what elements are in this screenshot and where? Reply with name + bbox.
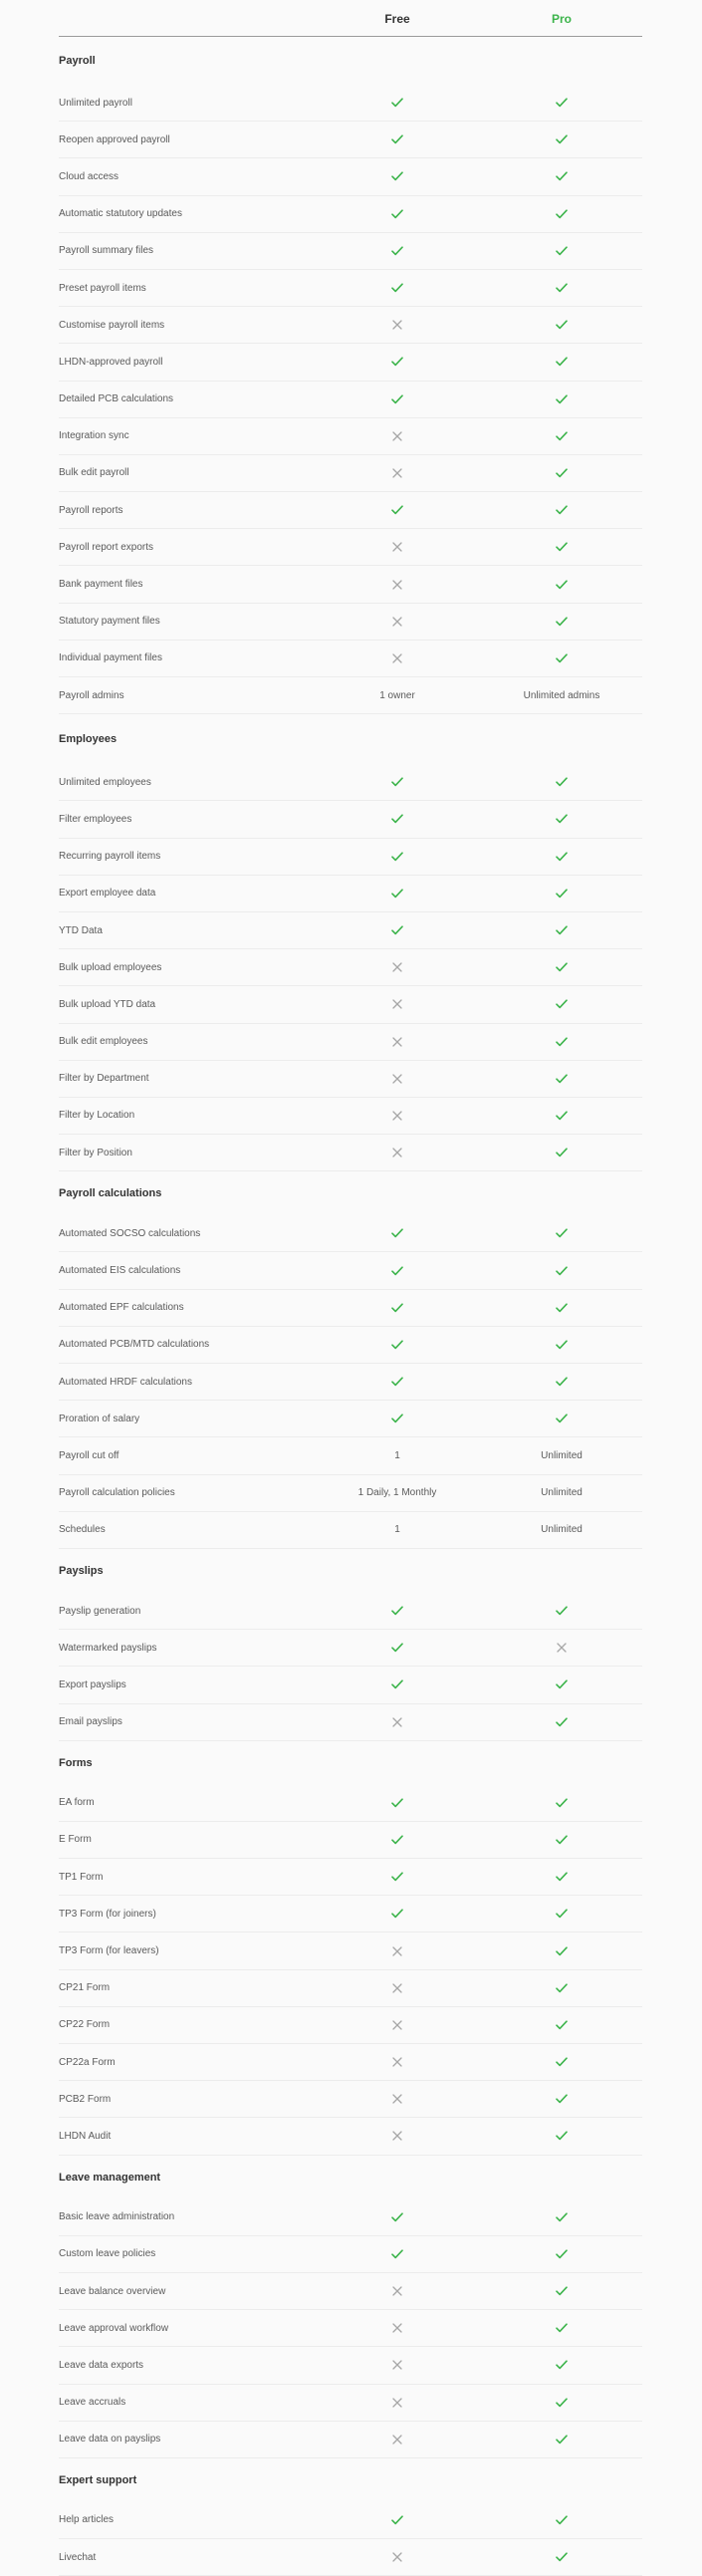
check-icon <box>556 2020 568 2030</box>
feature-label: LHDN Audit <box>59 2130 112 2142</box>
check-icon <box>556 617 568 627</box>
feature-label: Email payslips <box>59 1716 122 1728</box>
feature-label: Automated PCB/MTD calculations <box>59 1339 210 1351</box>
check-icon <box>556 1717 568 1727</box>
feature-label: EA form <box>59 1797 95 1809</box>
table-row <box>59 85 642 122</box>
check-icon <box>556 357 568 367</box>
table-row <box>59 1252 642 1289</box>
check-icon <box>556 852 568 862</box>
feature-label: Automated SOCSO calculations <box>59 1227 201 1239</box>
column-header-pro: Pro <box>551 12 573 26</box>
check-icon <box>556 1111 568 1121</box>
feature-label: TP1 Form <box>59 1871 104 1883</box>
check-icon <box>391 209 403 219</box>
check-icon <box>556 246 568 256</box>
feature-label: Integration sync <box>59 430 129 442</box>
cross-icon <box>392 580 402 590</box>
check-icon <box>556 209 568 219</box>
check-icon <box>556 98 568 108</box>
cross-icon <box>392 320 402 330</box>
feature-label: Statutory payment files <box>59 616 160 628</box>
cross-icon <box>392 542 402 552</box>
check-icon <box>556 1074 568 1084</box>
feature-label: Bulk upload YTD data <box>59 998 156 1010</box>
feature-label: Export employee data <box>59 888 156 900</box>
table-row <box>59 2273 642 2310</box>
table-row <box>59 1822 642 1859</box>
cross-icon <box>392 2435 402 2445</box>
check-icon <box>556 2249 568 2259</box>
cross-icon <box>392 2057 402 2067</box>
feature-label: Automated HRDF calculations <box>59 1376 192 1388</box>
free-value: 1 Daily, 1 Monthly <box>357 1487 437 1499</box>
table-row <box>59 1437 642 1474</box>
check-icon <box>556 1983 568 1993</box>
check-icon <box>391 925 403 935</box>
check-icon <box>556 1798 568 1808</box>
table-row <box>59 764 642 801</box>
feature-label: Filter by Location <box>59 1110 135 1122</box>
feature-label: Help articles <box>59 2514 115 2526</box>
cross-icon <box>557 1643 567 1653</box>
feature-label: Livechat <box>59 2551 97 2563</box>
check-icon <box>556 283 568 293</box>
cross-icon <box>392 2398 402 2408</box>
feature-label: Leave balance overview <box>59 2285 166 2297</box>
feature-label: Payroll report exports <box>59 541 154 553</box>
check-icon <box>556 1835 568 1845</box>
check-icon <box>556 962 568 972</box>
check-icon <box>556 2286 568 2296</box>
check-icon <box>556 1606 568 1616</box>
feature-label: Custom leave policies <box>59 2248 156 2260</box>
table-row <box>59 566 642 603</box>
feature-label: Payslip generation <box>59 1605 141 1617</box>
table-row <box>59 1135 642 1171</box>
table-row <box>59 1215 642 1252</box>
cross-icon <box>392 1037 402 1047</box>
table-row <box>59 344 642 381</box>
check-icon <box>556 889 568 899</box>
cross-icon <box>392 1148 402 1158</box>
check-icon <box>556 1414 568 1423</box>
cross-icon <box>392 1111 402 1121</box>
table-row <box>59 876 642 912</box>
check-icon <box>556 653 568 663</box>
table-row <box>59 2081 642 2118</box>
table-row <box>59 1593 642 1630</box>
cross-icon <box>392 1074 402 1084</box>
table-row <box>59 270 642 307</box>
check-icon <box>556 2131 568 2141</box>
cross-icon <box>392 2286 402 2296</box>
check-icon <box>556 1946 568 1956</box>
cross-icon <box>392 2020 402 2030</box>
table-row <box>59 122 642 158</box>
check-icon <box>391 2249 403 2259</box>
table-row <box>59 839 642 876</box>
check-icon <box>391 134 403 144</box>
check-icon <box>391 1909 403 1919</box>
table-row <box>59 1785 642 1822</box>
table-row <box>59 1667 642 1703</box>
table-row <box>59 1970 642 2007</box>
check-icon <box>391 1228 403 1238</box>
check-icon <box>556 2212 568 2222</box>
table-row <box>59 233 642 270</box>
table-row <box>59 1401 642 1437</box>
table-row <box>59 949 642 986</box>
check-icon <box>556 1037 568 1047</box>
check-icon <box>556 171 568 181</box>
table-row <box>59 604 642 641</box>
cross-icon <box>392 1983 402 1993</box>
check-icon <box>391 357 403 367</box>
feature-label: Payroll calculation policies <box>59 1487 175 1499</box>
table-row <box>59 196 642 233</box>
pro-value: Unlimited admins <box>523 689 600 701</box>
check-icon <box>556 542 568 552</box>
table-row <box>59 2199 642 2236</box>
feature-label: Detailed PCB calculations <box>59 393 174 405</box>
check-icon <box>391 1303 403 1313</box>
feature-label: Schedules <box>59 1524 106 1536</box>
section-title: Payroll calculations <box>59 1187 162 1200</box>
table-row <box>59 1704 642 1741</box>
check-icon <box>391 2515 403 2525</box>
cross-icon <box>392 653 402 663</box>
check-icon <box>391 394 403 404</box>
feature-label: Export payslips <box>59 1678 126 1690</box>
comparison-table <box>59 0 642 2576</box>
free-value: 1 <box>394 1524 400 1536</box>
check-icon <box>556 505 568 515</box>
check-icon <box>391 283 403 293</box>
table-row <box>59 912 642 949</box>
cross-icon <box>392 617 402 627</box>
check-icon <box>391 1798 403 1808</box>
check-icon <box>556 1679 568 1689</box>
check-icon <box>556 2552 568 2562</box>
check-icon <box>556 2094 568 2104</box>
table-row <box>59 1932 642 1969</box>
check-icon <box>556 320 568 330</box>
feature-label: Unlimited employees <box>59 776 151 788</box>
table-row <box>59 158 642 195</box>
check-icon <box>556 1303 568 1313</box>
check-icon <box>556 134 568 144</box>
check-icon <box>391 98 403 108</box>
check-icon <box>556 999 568 1009</box>
table-row <box>59 2539 642 2576</box>
feature-label: Reopen approved payroll <box>59 133 170 145</box>
table-row <box>59 1061 642 1098</box>
feature-label: Customise payroll items <box>59 319 165 331</box>
check-icon <box>391 1606 403 1616</box>
feature-label: Bank payment files <box>59 579 143 591</box>
feature-label: Payroll reports <box>59 504 123 516</box>
pro-value: Unlimited <box>541 1487 583 1499</box>
table-row <box>59 307 642 344</box>
table-row <box>59 2422 642 2458</box>
feature-label: Automated EIS calculations <box>59 1265 181 1277</box>
feature-label: Leave data exports <box>59 2359 144 2371</box>
table-row <box>59 801 642 838</box>
check-icon <box>391 1679 403 1689</box>
table-row <box>59 1290 642 1327</box>
feature-label: Filter employees <box>59 813 132 825</box>
check-icon <box>391 505 403 515</box>
check-icon <box>391 852 403 862</box>
feature-label: Payroll admins <box>59 689 124 701</box>
check-icon <box>391 1835 403 1845</box>
feature-label: LHDN-approved payroll <box>59 356 163 368</box>
check-icon <box>556 1148 568 1158</box>
feature-label: Unlimited payroll <box>59 97 132 109</box>
table-row <box>59 677 642 714</box>
check-icon <box>556 394 568 404</box>
check-icon <box>556 2435 568 2445</box>
cross-icon <box>392 1946 402 1956</box>
check-icon <box>391 1872 403 1882</box>
check-icon <box>556 2515 568 2525</box>
cross-icon <box>392 2131 402 2141</box>
cross-icon <box>392 2360 402 2370</box>
check-icon <box>391 246 403 256</box>
table-row <box>59 2385 642 2422</box>
table-row <box>59 1475 642 1512</box>
feature-label: Payroll summary files <box>59 245 154 257</box>
cross-icon <box>392 2094 402 2104</box>
cross-icon <box>392 431 402 441</box>
table-row <box>59 455 642 492</box>
table-row <box>59 2007 642 2044</box>
table-row <box>59 1327 642 1364</box>
section-title: Payslips <box>59 1564 104 1577</box>
feature-label: Leave accruals <box>59 2397 126 2409</box>
check-icon <box>556 2360 568 2370</box>
table-row <box>59 1364 642 1401</box>
check-icon <box>556 814 568 824</box>
feature-label: Automatic statutory updates <box>59 208 182 220</box>
check-icon <box>556 2057 568 2067</box>
check-icon <box>391 2212 403 2222</box>
check-icon <box>391 171 403 181</box>
feature-label: YTD Data <box>59 924 103 936</box>
cross-icon <box>392 1717 402 1727</box>
feature-label: Watermarked payslips <box>59 1642 157 1654</box>
feature-label: CP21 Form <box>59 1982 111 1994</box>
feature-label: Filter by Department <box>59 1073 149 1085</box>
table-row <box>59 2347 642 2384</box>
table-row <box>59 382 642 418</box>
free-value: 1 <box>394 1449 400 1461</box>
feature-label: Bulk edit employees <box>59 1036 148 1048</box>
feature-label: TP3 Form (for joiners) <box>59 1908 156 1920</box>
table-row <box>59 2236 642 2273</box>
check-icon <box>556 580 568 590</box>
table-row <box>59 986 642 1023</box>
section-title: Forms <box>59 1756 93 1769</box>
feature-label: Basic leave administration <box>59 2211 175 2223</box>
cross-icon <box>392 962 402 972</box>
table-row <box>59 1024 642 1061</box>
feature-label: Automated EPF calculations <box>59 1302 184 1314</box>
table-row <box>59 2118 642 2155</box>
check-icon <box>556 431 568 441</box>
comparison-sections <box>59 37 642 2576</box>
feature-label: Payroll cut off <box>59 1449 119 1461</box>
cross-icon <box>392 999 402 1009</box>
free-value: 1 owner <box>379 689 415 701</box>
feature-label: E Form <box>59 1834 92 1846</box>
table-row <box>59 529 642 566</box>
check-icon <box>556 1909 568 1919</box>
feature-label: Bulk upload employees <box>59 961 162 973</box>
table-row <box>59 641 642 677</box>
check-icon <box>556 1228 568 1238</box>
check-icon <box>556 468 568 478</box>
feature-label: Recurring payroll items <box>59 851 161 863</box>
check-icon <box>556 2323 568 2333</box>
feature-label: CP22a Form <box>59 2056 116 2068</box>
check-icon <box>391 1340 403 1350</box>
feature-label: Cloud access <box>59 170 119 182</box>
check-icon <box>556 2398 568 2408</box>
column-header-free: Free <box>384 12 410 26</box>
section-title: Leave management <box>59 2171 161 2184</box>
check-icon <box>391 1643 403 1653</box>
check-icon <box>556 1872 568 1882</box>
feature-label: CP22 Form <box>59 2019 111 2031</box>
feature-label: TP3 Form (for leavers) <box>59 1945 159 1957</box>
table-row <box>59 1896 642 1932</box>
table-row <box>59 2310 642 2347</box>
cross-icon <box>392 2323 402 2333</box>
table-row <box>59 1512 642 1549</box>
feature-label: Leave approval workflow <box>59 2322 169 2334</box>
feature-label: Filter by Position <box>59 1147 132 1159</box>
check-icon <box>556 1266 568 1276</box>
section-title: Expert support <box>59 2473 137 2486</box>
table-row <box>59 1630 642 1667</box>
check-icon <box>556 925 568 935</box>
check-icon <box>391 777 403 787</box>
feature-label: Proration of salary <box>59 1413 140 1424</box>
check-icon <box>556 1340 568 1350</box>
table-row <box>59 492 642 529</box>
check-icon <box>556 777 568 787</box>
pro-value: Unlimited <box>541 1449 583 1461</box>
table-row <box>59 2502 642 2539</box>
check-icon <box>391 814 403 824</box>
table-row <box>59 1859 642 1896</box>
pro-value: Unlimited <box>541 1524 583 1536</box>
check-icon <box>391 1266 403 1276</box>
feature-label: Leave data on payslips <box>59 2434 161 2446</box>
feature-label: Bulk edit payroll <box>59 467 129 479</box>
cross-icon <box>392 2552 402 2562</box>
feature-label: Preset payroll items <box>59 282 146 294</box>
check-icon <box>391 1414 403 1423</box>
section-title: Employees <box>59 733 117 746</box>
check-icon <box>391 1377 403 1387</box>
cross-icon <box>392 468 402 478</box>
check-icon <box>556 1377 568 1387</box>
table-row <box>59 418 642 455</box>
feature-label: PCB2 Form <box>59 2093 112 2105</box>
table-row <box>59 1098 642 1135</box>
section-title: Payroll <box>59 55 96 67</box>
table-header <box>59 0 642 37</box>
feature-label: Individual payment files <box>59 652 162 664</box>
table-row <box>59 2044 642 2081</box>
check-icon <box>391 889 403 899</box>
